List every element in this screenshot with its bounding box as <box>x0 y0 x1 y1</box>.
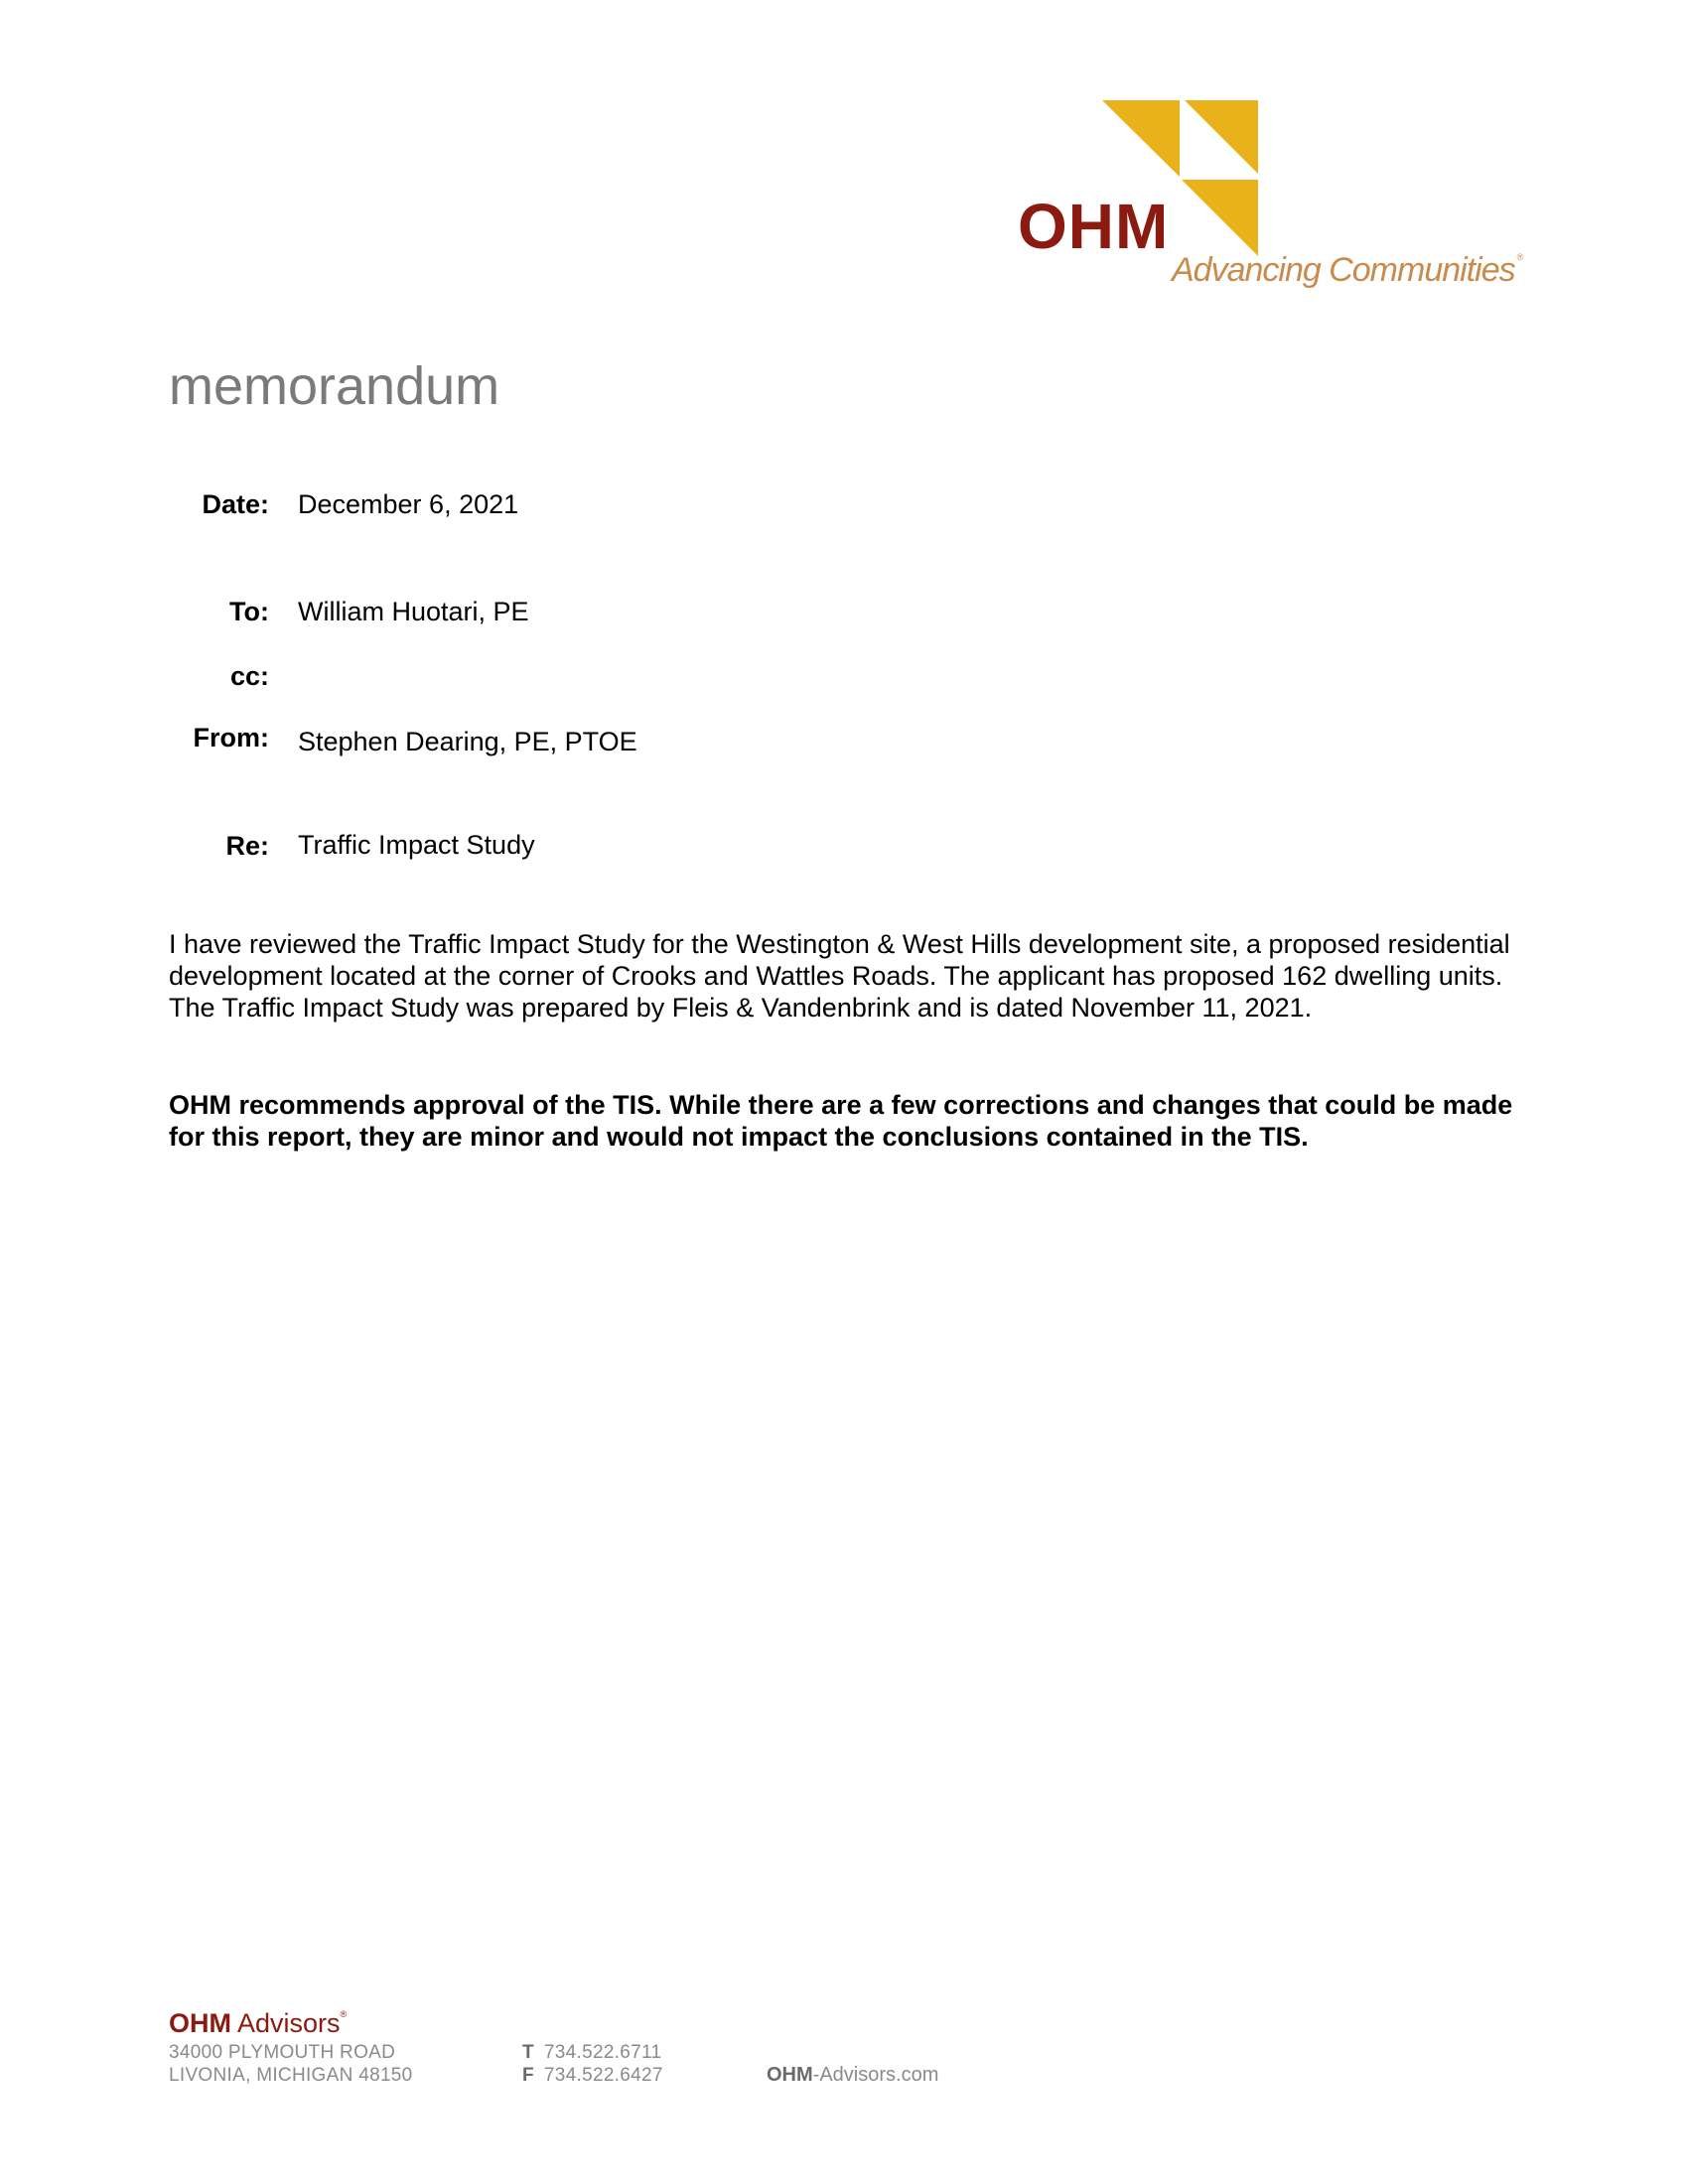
footer-phone: T 734.522.6711 <box>522 2042 662 2063</box>
logo-triangle-top-right <box>1185 100 1258 174</box>
footer-fax: F 734.522.6427 <box>522 2065 663 2086</box>
footer-website: OHM-Advisors.com <box>767 2064 939 2086</box>
logo-tagline: Advancing Communities ® <box>1172 251 1523 289</box>
from-label: From: <box>193 723 269 752</box>
ohm-logo <box>1018 97 1523 296</box>
re-value: Traffic Impact Study <box>298 830 535 860</box>
logo-triangle-bottom <box>1182 180 1258 256</box>
cc-label: cc: <box>229 661 269 691</box>
document-title: memorandum <box>169 356 500 416</box>
date-value: December 6, 2021 <box>298 489 519 519</box>
recommendation-paragraph: OHM recommends approval of the TIS. While there are a few corrections and changes that could be made for this report, they are minor and would not impact the conclusions contained in the TIS. <box>169 1090 1513 1152</box>
re-label: Re: <box>225 831 269 861</box>
footer-brand: OHM Advisors® <box>169 2008 348 2038</box>
body-paragraph: I have reviewed the Traffic Impact Study for the Westington & West Hills development site, a proposed residential development located at the corner of Crooks and Wattles Roads. The applicant has proposed 162 dwelling units. The Traffic Impact Study was prepared by Fleis & Vandenbrink and is dated November 11, 2021. <box>169 929 1510 1023</box>
footer-address-line2: LIVONIA, MICHIGAN 48150 <box>169 2065 413 2086</box>
logo-triangle-top-left <box>1102 100 1180 177</box>
logo-wordmark: OHM <box>1018 191 1170 262</box>
footer-address-line1: 34000 PLYMOUTH ROAD <box>169 2042 396 2063</box>
to-label: To: <box>229 597 269 626</box>
from-value: Stephen Dearing, PE, PTOE <box>298 727 637 756</box>
to-value: William Huotari, PE <box>298 597 529 626</box>
date-label: Date: <box>202 489 269 519</box>
